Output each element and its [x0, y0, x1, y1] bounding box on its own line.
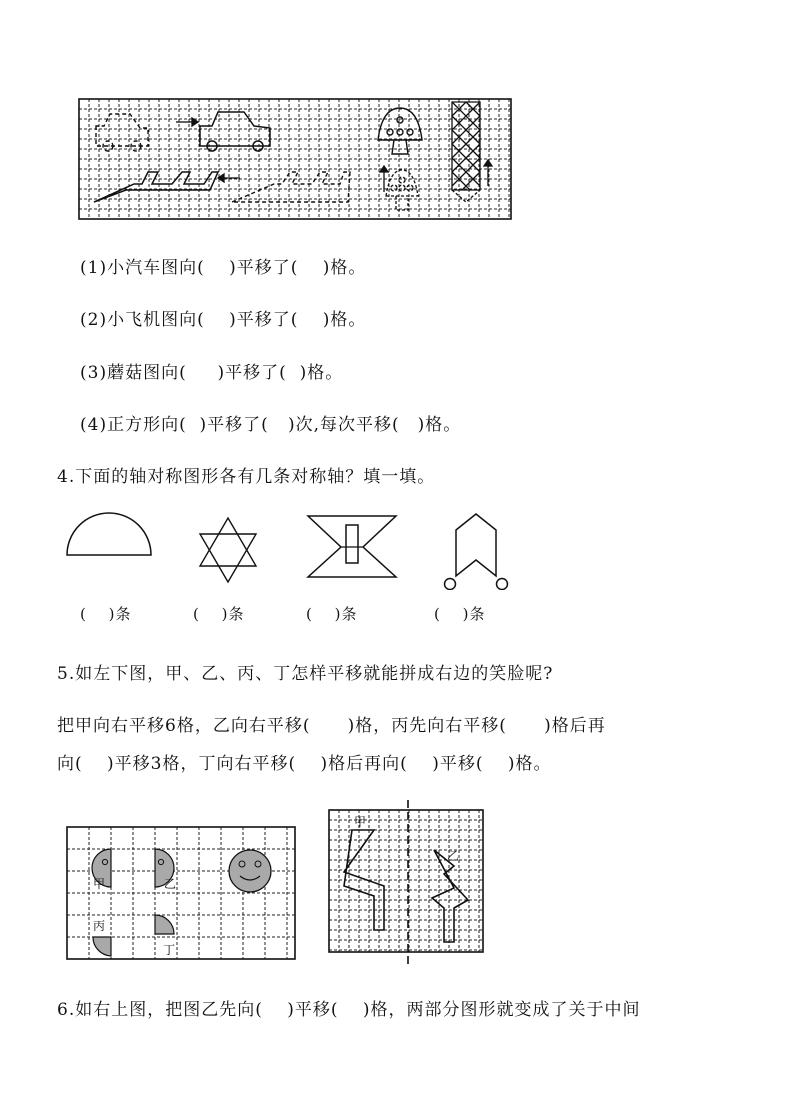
q4-blank-4[interactable]: ( )条	[434, 605, 486, 623]
jia-label: 甲	[354, 815, 367, 829]
arrow-shape-with-wheels	[438, 510, 514, 594]
mushroom-icon	[378, 108, 422, 154]
arrow-up-icon	[484, 160, 492, 186]
q3-line-4: (4)正方形向( )平移了( )次,每次平移( )格。	[80, 415, 462, 435]
q6-title: 6.如右上图，把图乙先向( )平移( )格，两部分图形就变成了关于中间	[57, 1000, 641, 1020]
mushroom-moved-icon	[386, 170, 418, 210]
q5-line-1: 把甲向右平移6格，乙向右平移( )格，丙先向右平移( )格后再	[57, 716, 606, 736]
q5-line-2: 向( )平移3格，丁向右平移( )格后再向( )平移( )格。	[57, 754, 552, 774]
semicircle-shape	[64, 510, 154, 564]
ding-piece	[155, 915, 174, 934]
q3-line-1: (1)小汽车图向( )平移了( )格。	[80, 258, 367, 278]
smiley-face	[229, 850, 271, 892]
yi-label: 乙	[447, 849, 460, 863]
q5-title: 5.如左下图，甲、乙、丙、丁怎样平移就能拼成右边的笑脸呢?	[57, 664, 554, 684]
hexagram-shape	[196, 516, 260, 588]
yi-label: 乙	[164, 877, 177, 891]
bing-piece	[93, 937, 111, 956]
q3-line-2: (2)小飞机图向( )平移了( )格。	[80, 310, 367, 330]
q3-line-3: (3)蘑菇图向( )平移了( )格。	[80, 363, 344, 383]
q4-blank-1[interactable]: ( )条	[80, 605, 132, 623]
hourglass-shape	[305, 513, 399, 583]
translation-grid-figure	[78, 98, 514, 226]
q4-blank-3[interactable]: ( )条	[306, 605, 358, 623]
ding-label: 丁	[163, 943, 176, 957]
bing-label: 丙	[93, 919, 106, 933]
q4-blank-2[interactable]: ( )条	[193, 605, 245, 623]
q4-title: 4.下面的轴对称图形各有几条对称轴？填一填。	[57, 467, 436, 487]
symmetry-grid	[328, 800, 488, 970]
smiley-pieces-grid	[66, 826, 298, 966]
car-original-icon	[96, 114, 148, 151]
yi-shape	[432, 850, 468, 942]
plane-moved-icon	[232, 172, 350, 202]
jia-label: 甲	[93, 877, 106, 891]
square-lattice-icon	[452, 102, 480, 202]
